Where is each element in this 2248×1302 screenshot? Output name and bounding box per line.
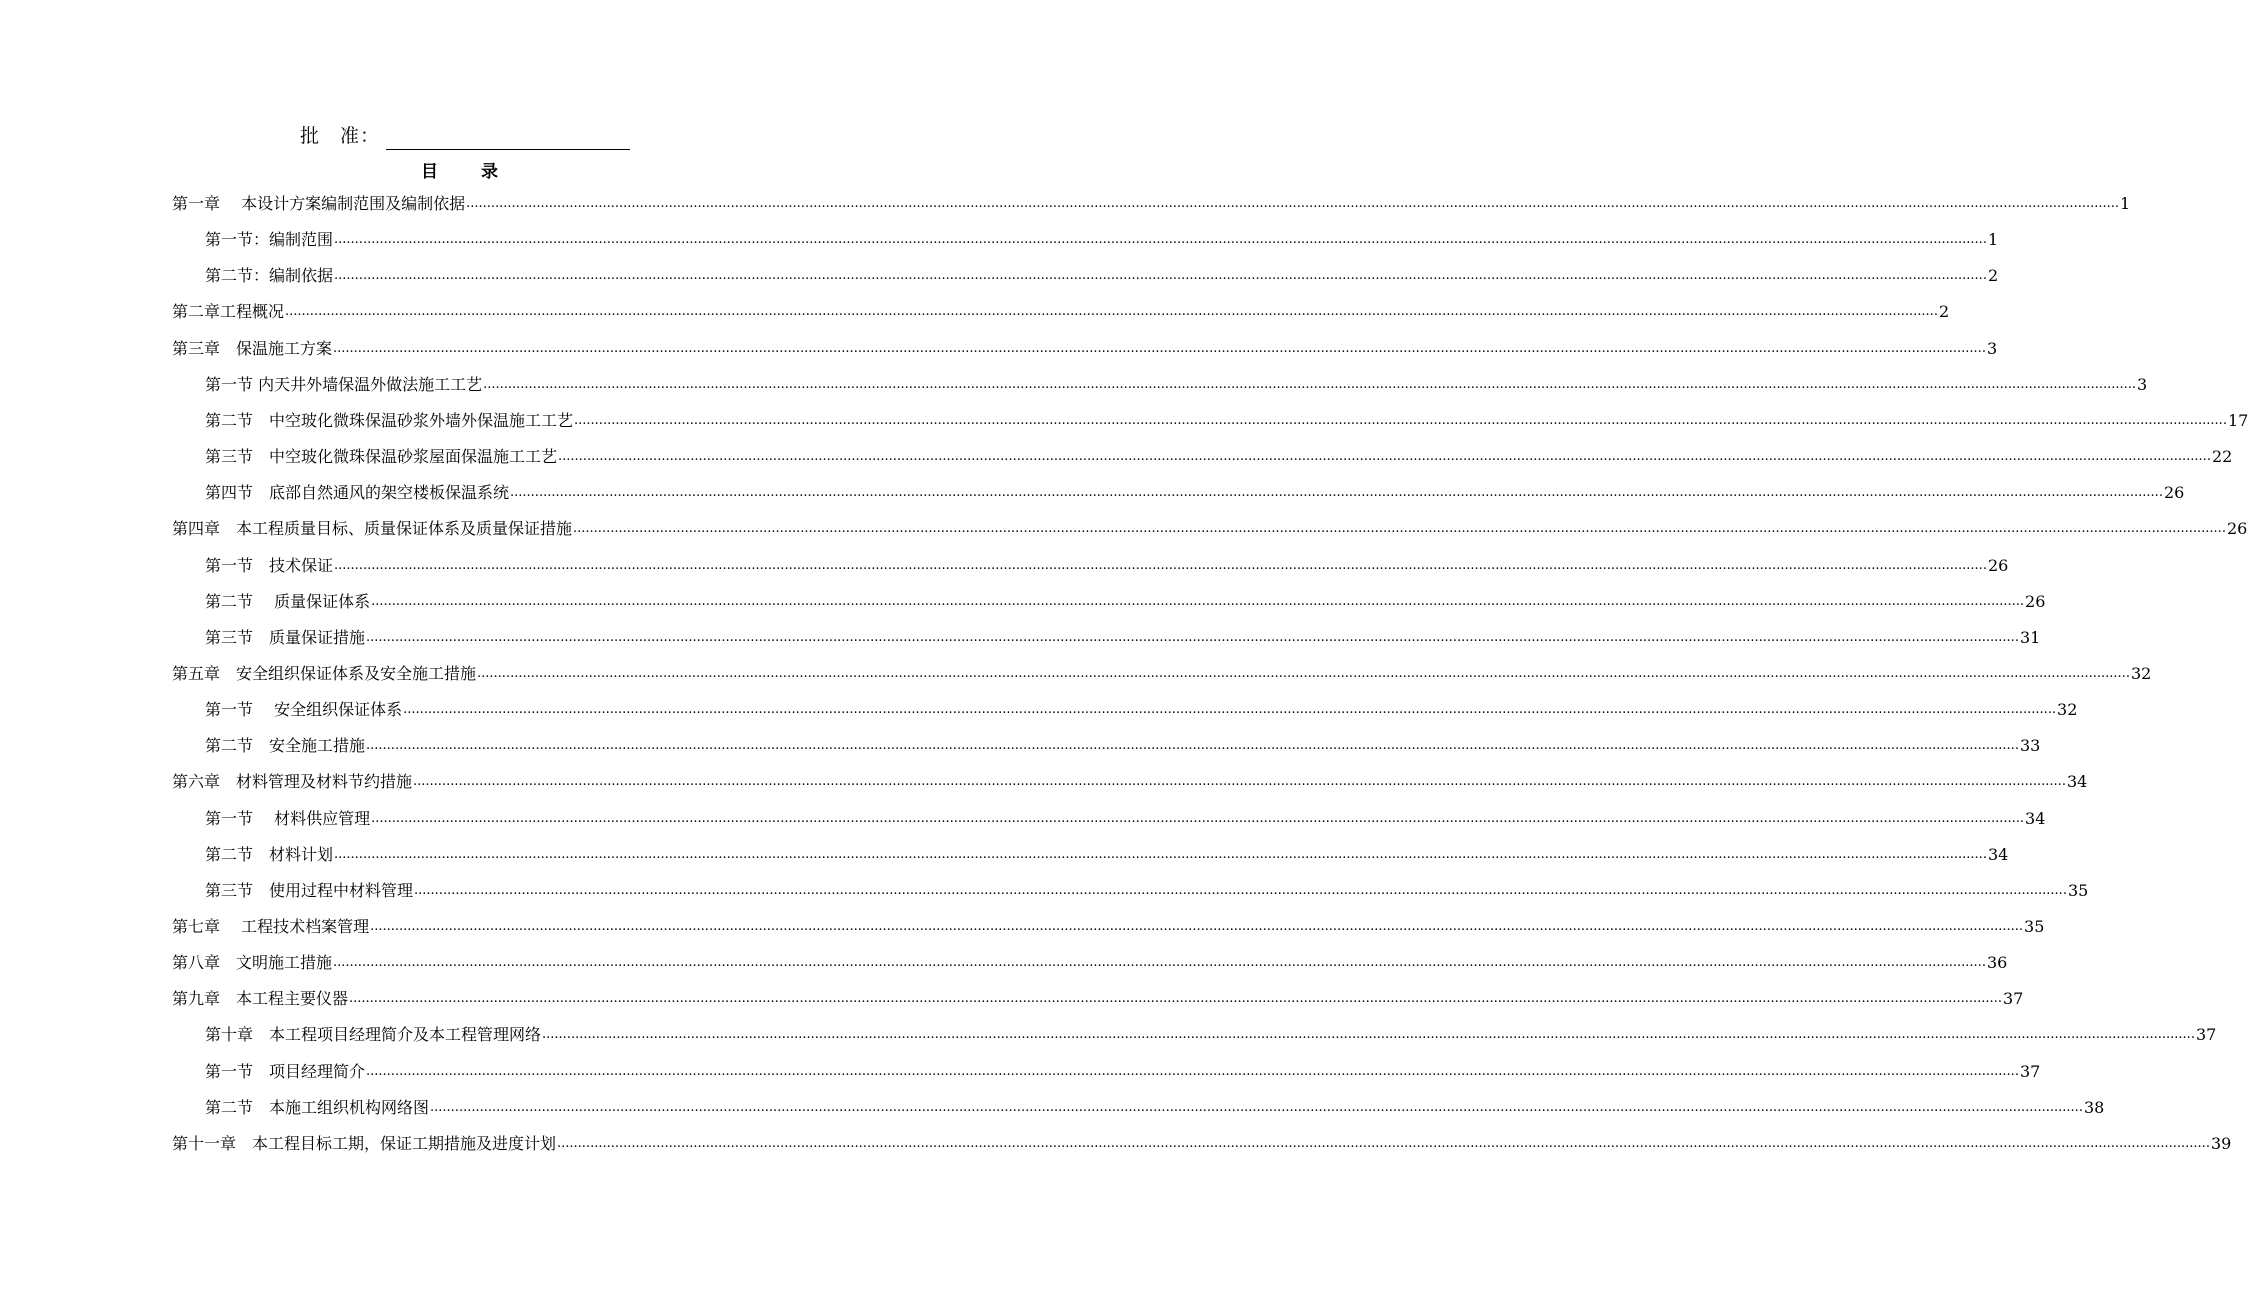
toc-entry-title: 第五章 安全组织保证体系及安全施工措施: [172, 663, 477, 683]
toc-entry-title: 第二节 中空玻化微珠保温砂浆外墙外保温施工工艺: [205, 410, 574, 430]
toc-chapter-entry[interactable]: [172, 1127, 2232, 1155]
toc-dot-leader: ................................................................................................................................................................................................................................................................................................................................................................................................................: [557, 1135, 2210, 1151]
toc-entry-title: 第三节 质量保证措施: [205, 627, 366, 647]
toc-dot-leader: ................................................................................................................................................................................................................................................................................................................................................................................................................: [573, 521, 2226, 537]
approval-line: [300, 122, 630, 150]
toc-dot-leader: ................................................................................................................................................................................................................................................................................................................................................................................................................: [334, 557, 1987, 573]
toc-section-entry[interactable]: [205, 1018, 2217, 1046]
toc-section-entry[interactable]: [205, 621, 2041, 649]
toc-page-number: 2: [1987, 266, 1999, 286]
toc-entry-title: 第六章 材料管理及材料节约措施: [172, 772, 413, 792]
toc-page-number: 32: [2057, 700, 2078, 720]
toc-dot-leader: ................................................................................................................................................................................................................................................................................................................................................................................................................: [483, 376, 2137, 392]
toc-page-number: 1: [1987, 230, 1999, 250]
toc-page-number: 31: [2019, 627, 2041, 647]
toc-page-number: 34: [2025, 808, 2046, 828]
toc-chapter-entry[interactable]: [172, 187, 2131, 215]
toc-section-entry[interactable]: [205, 1055, 2041, 1083]
toc-page-number: 26: [2226, 519, 2248, 539]
toc-entry-title: 第二节 安全施工措施: [205, 736, 366, 756]
toc-dot-leader: ................................................................................................................................................................................................................................................................................................................................................................................................................: [371, 593, 2025, 609]
toc-section-entry[interactable]: [205, 404, 2248, 432]
toc-dot-leader: ................................................................................................................................................................................................................................................................................................................................................................................................................: [510, 485, 2163, 501]
toc-entry-title: 第四节 底部自然通风的架空楼板保温系统: [205, 483, 510, 503]
toc-page-number: 37: [2002, 989, 2024, 1009]
toc-section-entry[interactable]: [205, 259, 1999, 287]
toc-page-number: 37: [2019, 1061, 2041, 1081]
toc-dot-leader: ................................................................................................................................................................................................................................................................................................................................................................................................................: [542, 1027, 2195, 1043]
toc-entry-title: 第一节 技术保证: [205, 555, 334, 575]
toc-chapter-entry[interactable]: [172, 946, 2008, 974]
toc-chapter-entry[interactable]: [172, 765, 2088, 793]
toc-section-entry[interactable]: [205, 729, 2041, 757]
toc-dot-leader: ................................................................................................................................................................................................................................................................................................................................................................................................................: [285, 304, 1938, 320]
toc-page-number: 26: [2025, 591, 2046, 611]
toc-entry-title: 第一节 材料供应管理: [205, 808, 371, 828]
toc-entry-title: 第十一章 本工程目标工期，保证工期措施及进度计划: [172, 1133, 557, 1153]
toc-page-number: 34: [1987, 844, 2009, 864]
toc-entry-title: 第二节 本施工组织机构网络图: [205, 1097, 430, 1117]
approval-signature-blank: [386, 125, 630, 150]
toc-page-number: 38: [2083, 1097, 2105, 1117]
toc-dot-leader: ................................................................................................................................................................................................................................................................................................................................................................................................................: [334, 268, 1987, 284]
toc-dot-leader: ................................................................................................................................................................................................................................................................................................................................................................................................................: [370, 919, 2024, 934]
toc-page-number: 17: [2227, 410, 2248, 430]
toc-dot-leader: ................................................................................................................................................................................................................................................................................................................................................................................................................: [349, 991, 2002, 1007]
toc-entry-title: 第七章 工程技术档案管理: [172, 917, 370, 936]
toc-dot-leader: ................................................................................................................................................................................................................................................................................................................................................................................................................: [413, 774, 2066, 790]
toc-dot-leader: ................................................................................................................................................................................................................................................................................................................................................................................................................: [333, 955, 1986, 971]
toc-entry-title: 第一节 项目经理简介: [205, 1061, 366, 1081]
toc-section-entry[interactable]: [205, 549, 2009, 577]
toc-dot-leader: ................................................................................................................................................................................................................................................................................................................................................................................................................: [371, 810, 2025, 826]
toc-dot-leader: ................................................................................................................................................................................................................................................................................................................................................................................................................: [366, 629, 2019, 645]
toc-page-number: 35: [2067, 880, 2089, 900]
toc-entry-title: 第一章 本设计方案编制范围及编制依据: [172, 194, 466, 213]
toc-title: [0, 159, 920, 185]
toc-entry-title: 第四章 本工程质量目标、质量保证体系及质量保证措施: [172, 519, 573, 539]
toc-dot-leader: ................................................................................................................................................................................................................................................................................................................................................................................................................: [430, 1099, 2083, 1115]
toc-page-number: 3: [1986, 338, 1998, 358]
toc-section-entry[interactable]: [205, 223, 1999, 251]
toc-page-number: 3: [2137, 374, 2148, 394]
toc-title-char-1: 目: [421, 162, 439, 182]
toc-page-number: 32: [2130, 663, 2152, 683]
toc-entry-title: 第二章工程概况: [172, 302, 285, 322]
toc-dot-leader: ................................................................................................................................................................................................................................................................................................................................................................................................................: [333, 340, 1986, 356]
toc-dot-leader: ................................................................................................................................................................................................................................................................................................................................................................................................................: [558, 449, 2211, 465]
toc-page-number: 1: [2120, 194, 2131, 213]
toc-section-entry[interactable]: [205, 368, 2148, 396]
toc-page-number: 35: [2024, 917, 2045, 936]
toc-entry-title: 第二节 质量保证体系: [205, 591, 371, 611]
toc-page-number: 39: [2210, 1133, 2232, 1153]
toc-page-number: 2: [1938, 302, 1950, 322]
toc-dot-leader: ................................................................................................................................................................................................................................................................................................................................................................................................................: [366, 1063, 2019, 1079]
toc-dot-leader: ................................................................................................................................................................................................................................................................................................................................................................................................................: [403, 702, 2057, 718]
toc-page-number: 26: [2163, 483, 2185, 503]
toc-chapter-entry[interactable]: [172, 332, 1998, 360]
toc-entry-title: 第十章 本工程项目经理简介及本工程管理网络: [205, 1025, 542, 1045]
toc-entry-title: 第一节 内天井外墙保温外做法施工工艺: [205, 374, 483, 394]
toc-section-entry[interactable]: [205, 874, 2089, 902]
toc-entry-title: 第三节 使用过程中材料管理: [205, 880, 414, 900]
toc-entry-title: 第一节：编制范围: [205, 230, 334, 250]
toc-page-number: 33: [2019, 736, 2041, 756]
toc-entry-title: 第八章 文明施工措施: [172, 953, 333, 973]
toc-dot-leader: ................................................................................................................................................................................................................................................................................................................................................................................................................: [414, 882, 2067, 898]
toc-entry-title: 第一节 安全组织保证体系: [205, 700, 403, 720]
toc-entry-title: 第三节 中空玻化微珠保温砂浆屋面保温施工工艺: [205, 447, 558, 467]
toc-section-entry[interactable]: [205, 1091, 2105, 1119]
toc-dot-leader: ................................................................................................................................................................................................................................................................................................................................................................................................................: [334, 846, 1987, 862]
toc-section-entry[interactable]: [205, 440, 2233, 468]
toc-entry-title: 第三章 保温施工方案: [172, 338, 333, 358]
toc-dot-leader: ................................................................................................................................................................................................................................................................................................................................................................................................................: [466, 196, 2120, 211]
toc-chapter-entry[interactable]: [172, 657, 2152, 685]
toc-entry-title: 第九章 本工程主要仪器: [172, 989, 349, 1009]
toc-section-entry[interactable]: [205, 838, 2009, 866]
toc-chapter-entry[interactable]: [172, 512, 2248, 540]
toc-dot-leader: ................................................................................................................................................................................................................................................................................................................................................................................................................: [366, 738, 2019, 754]
toc-chapter-entry[interactable]: [172, 982, 2024, 1010]
toc-chapter-entry[interactable]: [172, 910, 2045, 938]
toc-dot-leader: ................................................................................................................................................................................................................................................................................................................................................................................................................: [574, 412, 2227, 428]
toc-page-number: 22: [2211, 447, 2233, 467]
toc-entry-title: 第二节 材料计划: [205, 844, 334, 864]
toc-chapter-entry[interactable]: [172, 295, 1950, 323]
approval-label: 批 准：: [300, 125, 381, 147]
toc-page-number: 26: [1987, 555, 2009, 575]
toc-entry-title: 第二节：编制依据: [205, 266, 334, 286]
toc-section-entry[interactable]: [205, 693, 2078, 721]
toc-dot-leader: ................................................................................................................................................................................................................................................................................................................................................................................................................: [334, 232, 1987, 248]
toc-section-entry[interactable]: [205, 476, 2185, 504]
toc-title-char-2: 录: [481, 162, 499, 182]
toc-section-entry[interactable]: [205, 802, 2046, 830]
toc-page-number: 34: [2066, 772, 2088, 792]
toc-dot-leader: ................................................................................................................................................................................................................................................................................................................................................................................................................: [477, 665, 2130, 681]
toc-page-number: 36: [1986, 953, 2008, 973]
toc-page-number: 37: [2195, 1025, 2217, 1045]
toc-section-entry[interactable]: [205, 585, 2046, 613]
